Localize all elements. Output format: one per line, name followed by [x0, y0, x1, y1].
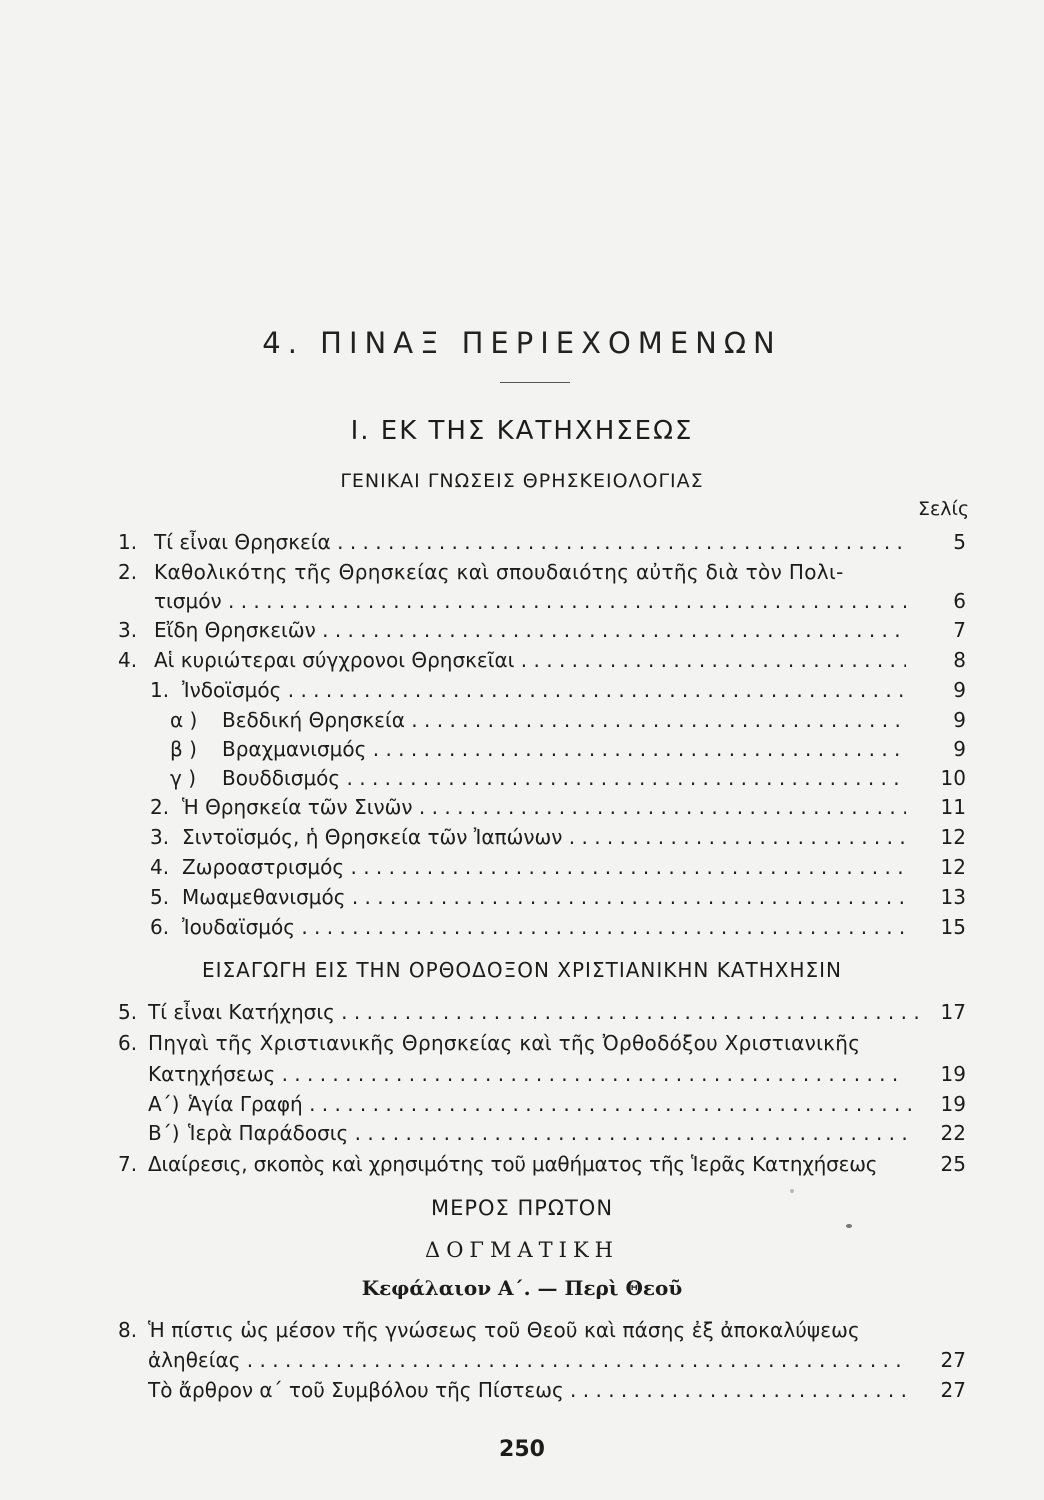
section-heading-catechesis: Ι. ΕΚ ΤΗΣ ΚΑΤΗΧΗΣΕΩΣ	[350, 416, 694, 446]
toc-entry: 7. Διαίρεσις, σκοπὸς καὶ χρησιμότης τοῦ μαθήματος τῆς Ἱερᾶς Κατηχήσεως 25	[118, 1152, 966, 1176]
toc-entry: 3. Εἴδη Θρησκειῶν . . . 7	[118, 618, 968, 648]
page-title: 4. ΠΙΝΑΞ ΠΕΡΙΕΧΟΜΕΝΩΝ	[262, 326, 782, 360]
part-title: ΜΕΡΟΣ ΠΡΩΤΟΝ	[430, 1196, 614, 1220]
toc-entry: 6. Πηγαὶ τῆς Χριστιανικῆς Θρησκείας καὶ τῆς Ὀρθοδόξου Χριστιανικῆς	[118, 1031, 861, 1055]
title-divider	[500, 382, 570, 383]
toc-entry: 5. Μωαμεθανισμός . . . 13	[150, 885, 968, 915]
subheading-general-knowledge: ΓΕΝΙΚΑΙ ΓΝΩΣΕΙΣ ΘΡΗΣΚΕΙΟΛΟΓΙΑΣ	[340, 470, 704, 492]
toc-entry: 2. Ἡ Θρησκεία τῶν Σινῶν . . . 11	[150, 795, 968, 825]
page-number: 250	[499, 1437, 545, 1462]
toc-entry: 3. Σιντοϊσμός, ἡ Θρησκεία τῶν Ἰαπώνων . . . 12	[150, 825, 968, 855]
ink-speck	[846, 1224, 852, 1228]
chapter-heading: Κεφάλαιον Α΄. — Περὶ Θεοῦ	[361, 1276, 683, 1300]
toc-entry: 1. Τί εἶναι Θρησκεία . . . 5	[118, 530, 968, 560]
toc-entry: 4. Ζωροαστρισμός . . . 12	[150, 855, 968, 885]
page-column-label: Σελίς	[918, 498, 970, 520]
toc-entry: 5. Τί εἶναι Κατήχησις . . . 17	[118, 1000, 968, 1030]
toc-entry: 2. Καθολικότης τῆς Θρησκείας καὶ σπουδαιότης αὐτῆς διὰ τὸν Πολι-	[118, 560, 844, 584]
toc-entry: 4. Αἱ κυριώτεραι σύγχρονοι Θρησκεῖαι . . . 8	[118, 648, 968, 678]
subheading-introduction: ΕΙΣΑΓΩΓΗ ΕΙΣ ΤΗΝ ΟΡΘΟΔΟΞΟΝ ΧΡΙΣΤΙΑΝΙΚΗΝ ΚΑΤΗΧΗΣΙΝ	[201, 958, 843, 982]
toc-entry: 8. Ἡ πίστις ὡς μέσον τῆς γνώσεως τοῦ Θεοῦ καὶ πάσης ἐξ ἀποκαλύψεως	[118, 1318, 860, 1342]
toc-entry: Κατηχήσεως . . . 19	[118, 1062, 968, 1092]
toc-entry: τισμόν . . . 6	[118, 589, 968, 619]
toc-entry: α ) Βεδδική Θρησκεία . . . 9	[170, 708, 968, 738]
toc-entry: ἀληθείας . . . 27	[118, 1348, 968, 1378]
toc-entry: Α΄) Ἁγία Γραφή . . . 19	[148, 1092, 968, 1122]
toc-entry: Τὸ ἄρθρον α΄ τοῦ Συμβόλου τῆς Πίστεως . . . 27	[118, 1378, 968, 1408]
part-subtitle: ΔΟΓΜΑΤΙΚΗ	[425, 1238, 619, 1262]
toc-entry: 6. Ἰουδαϊσμός . . . 15	[150, 915, 968, 945]
toc-entry: γ ) Βουδδισμός . . . 10	[170, 766, 968, 796]
ink-speck	[790, 1189, 794, 1193]
toc-entry: Β΄) Ἱερὰ Παράδοσις . . . 22	[148, 1121, 968, 1151]
toc-entry: β ) Βραχμανισμός . . . 9	[170, 737, 968, 767]
toc-entry: 1. Ἰνδοϊσμός . . . 9	[150, 678, 968, 708]
